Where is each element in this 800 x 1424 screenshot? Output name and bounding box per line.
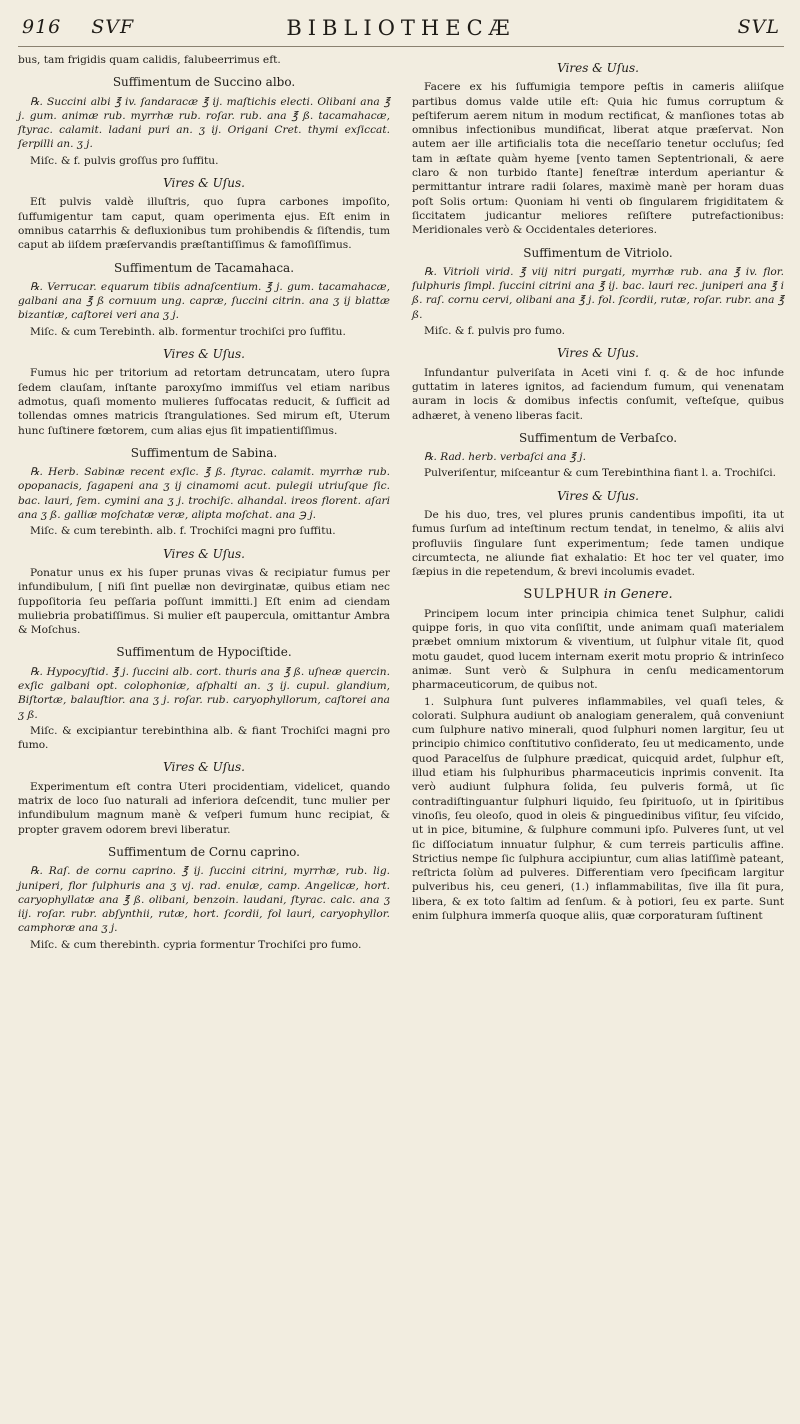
- left-column: [18, 53, 390, 954]
- text-paragraph: De his duo, tres, vel plures prunis candentibus impoſiti, ita ut fumus ſurſum ad inteſtinum rectum tendat, in tenelmo, & aliis alvi profluviis ſingulare ſunt experimentum; ſede tamen undique circumtecta, ne aliunde fiat exhalatio: Et hoc ter vel quater, imo ſæpius in die repetendum, & brevi incolumis evadet.: [412, 509, 784, 579]
- recipe-paragraph: ℞. Raſ. de cornu caprino. ℥ ij. ſuccini citrini, myrrhæ, rub. lig. juniperi, flor ſulphuris ana ʒ vj. rad. enulæ, camp. Angelicæ, hort. caryophyllatæ ana ℥ ß. olibani, benzoin. laudani, ſtyrac. calc. ana ʒ iij. roſar. rubr. abſynthii, rutæ, hort. ſcordii, fol lauri, caryophyllor. camphoræ ana ʒ j.: [18, 865, 390, 935]
- section-heading: [412, 588, 784, 602]
- text-paragraph: bus, tam frigidis quam calidis, falubeerrimus eft.: [18, 54, 281, 66]
- text-paragraph: Ponatur unus ex his ſuper prunas vivas & recipiatur fumus per infundibulum, [ niſi ſint puellæ non devirginatæ, quibus etiam nec ſuppoſitoria ſeu peſſaria poſſunt immitti.] Eſt enim ad ciendam muliebria probatiſſimus. Si mulier eſt paupercula, omittantur Ambra & Moſchus.: [18, 566, 390, 637]
- heading-text: SULPHUR: [523, 586, 600, 602]
- text-columns: [18, 53, 784, 954]
- heading-text: Suffimentum de Verbaſco.: [518, 430, 678, 445]
- section-subheading: [412, 61, 784, 75]
- running-head: [18, 12, 784, 47]
- text-paragraph: Miſc. & f. pulvis groſſus pro ſuffitu.: [30, 154, 219, 167]
- heading-text: Vires & Uſus.: [163, 546, 245, 561]
- section-heading: [18, 75, 390, 89]
- page-number: 916: [22, 16, 62, 38]
- heading-text: Suffimentum de Vitriolo.: [523, 245, 673, 260]
- heading-text: Suffimentum de Succino albo.: [112, 75, 296, 90]
- section-heading: [18, 645, 390, 659]
- recipe-paragraph: ℞. Hypocyſtid. ℥ j. ſuccini alb. cort. thuris ana ℥ ß. uſneæ quercin. exſic galbani opt. colophoniæ, aſphalti an. ʒ ij. cupul. glandium, Biſtortæ, balauſtior. ana ʒ j. roſar. rub. caryophyllorum, caſtorei ana ʒ ß.: [18, 665, 390, 721]
- recipe-paragraph: ℞. Rad. herb. verbaſci ana ℥ j.: [424, 451, 586, 464]
- text-paragraph: Pulveriſentur, miſceantur & cum Terebinthina fiant l. a. Trochiſci.: [424, 467, 777, 480]
- text-paragraph: Miſc. & cum terebinth. alb. f. Trochiſci magni pro ſuffitu.: [30, 525, 336, 538]
- heading-text: Vires & Uſus.: [163, 760, 245, 775]
- heading-text: Vires & Uſus.: [163, 176, 245, 191]
- right-signature: SVL: [737, 16, 780, 38]
- section-subheading: [18, 547, 390, 561]
- heading-text: Suffimentum de Sabina.: [130, 445, 278, 460]
- heading-text: Suffimentum de Hypociſtide.: [116, 645, 292, 660]
- section-heading: [18, 446, 390, 460]
- heading-text: Vires & Uſus.: [557, 346, 639, 361]
- heading-text: Vires & Uſus.: [557, 61, 639, 75]
- section-subheading: [412, 346, 784, 360]
- text-paragraph: Principem locum inter principia chimica tenet Sulphur, calidi quippe foris, in quo vita conſiſtit, unde animam quaſi materialem præbet omnium mixtorum & viventium, ut ſulphur vitale ſit, quod motu gaudet, quod lucem internam exerit motu proprio & intrinſeco animæ. Sunt verò & Sulphura in cenſu medicamentorum pharmaceuticorum, de quibus not.: [412, 607, 784, 692]
- recipe-paragraph: ℞. Vitrioli virid. ℥ viij nitri purgati, myrrhæ rub. ana ℥ iv. flor. ſulphuris ſimpl. ſuccini citrini ana ℥ ij. bac. lauri rec. juniperi ana ℥ i ß. raſ. cornu cervi, olibani ana ℥ j. fol. ſcordii, rutæ, roſar. rubr. ana ℥ ß.: [412, 265, 784, 321]
- text-paragraph: Miſc. & cum therebinth. cypria formentur Trochiſci pro fumo.: [30, 938, 362, 951]
- section-subheading: [18, 176, 390, 190]
- heading-text: Suffimentum de Cornu caprino.: [108, 844, 300, 859]
- section-subheading: [412, 489, 784, 503]
- text-paragraph: Infundantur pulveriſata in Aceti vini f. q. & de hoc infunde guttatim in lateres ignitos, ad faciendum fumum, qui venenatam auram in locis & domibus infectis conſumit, veſteſque, quibus adhæret, à veneno liberas facit.: [412, 366, 784, 422]
- heading-text: Suffimentum de Tacamahaca.: [113, 260, 295, 275]
- section-heading: [18, 261, 390, 275]
- text-paragraph: Miſc. & excipiantur terebinthina alb. & fiant Trochiſci magni pro fumo.: [18, 724, 390, 752]
- section-subheading: [18, 347, 390, 361]
- recipe-paragraph: ℞. Herb. Sabinæ recent exſic. ℥ ß. ſtyrac. calamit. myrrhæ rub. opopanacis, ſagapeni ana ʒ ij cinamomi acut. pulegii utriuſque ſic. bac. lauri, ſem. cymini ana ʒ j. trochiſc. alhandal. ireos florent. aſari ana ʒ ß. galliæ moſchatæ veræ, alipta moſchat. ana ℈ j.: [18, 466, 390, 522]
- text-paragraph: Fumus hic per tritorium ad retortam detruncatam, utero ſupra ſedem clauſam, inſtante paroxyſmo immiſſus vel etiam naribus admotus, quaſi momento mulieres ſuffocatas reducit, & ſufficit ad tollendas omnes matricis ſtrangulationes. Sed mirum eſt, Uterum hunc ſuſtinere fœtorem, cum alias ejus ſit impatientiſſimus.: [18, 367, 390, 437]
- section-heading: [412, 246, 784, 260]
- text-paragraph: Eſt pulvis valdè illuſtris, quo ſupra carbones impoſito, ſuffumigentur tam caput, quam operimenta ejus. Eſt enim in omnibus catarrhis & defluxionibus tum prohibendis & ſiſtendis, tum caput ab iiſdem præſervandis præſtantiſſimus & famoſiſſimus.: [18, 196, 390, 252]
- section-subheading: [18, 760, 390, 774]
- section-heading: [412, 431, 784, 445]
- right-column: [412, 53, 784, 954]
- recipe-paragraph: ℞. Verrucar. equarum tibiis adnaſcentium. ℥ j. gum. tacamahacæ, galbani ana ℥ ß cornuum ung. capræ, ſuccini citrin. ana ʒ ij blattæ bizantiæ, caſtorei veri ana ʒ j.: [18, 280, 390, 322]
- heading-text: Vires & Uſus.: [557, 488, 639, 503]
- text-paragraph: Miſc. & f. pulvis pro fumo.: [424, 325, 566, 338]
- recipe-paragraph: ℞. Succini albi ℥ iv. ſandaracæ ℥ ij. maſtichis electi. Olibani ana ℥ j. gum. animæ rub. myrrhæ rub. roſar. rub. ana ℥ ß. tacamahacæ, ſtyrac. calamit. ladani puri an. ʒ ij. Origani Cret. thymi exſiccat. ſerpilli an. ʒ j.: [18, 95, 390, 151]
- left-signature: SVF: [91, 16, 135, 38]
- running-head-title: BIBLIOTHECÆ: [286, 16, 516, 40]
- text-paragraph: Experimentum eſt contra Uteri procidentiam, videlicet, quando matrix de loco ſuo naturali ad inferiora deſcendit, tunc mulier per infundibulum magnum manè & veſperi fumum hunc recipiat, & propter gravem odorem brevi liberatur.: [18, 780, 390, 836]
- text-paragraph: Facere ex his ſuffumigia tempore peſtis in cameris aliiſque partibus domus valde utile eſt: Quia hic fumus corruptum & peſtiferum aerem nitum in modum rectificat, & manſiones totas ab omnibus infectionibus mundificat, liberat atque præſervat. Non autem aer ille artificialis tota die neceſſario tenetur occluſus; ſed tam in æſtate quàm hyeme [vento tamen Septentrionali, & aere claro & non turbido ſtante] feneſtræ interdum aperiantur & permittantur intrare radii ſolares, maximè manè per horam duas poſt Solis ortum: Quoniam hi venti ob ſingularem frigiditatem & ſiccitatem judicantur meliores reſiſtere putrefactionibus: Meridionales verò & Occidentales deteriores.: [412, 81, 784, 237]
- text-paragraph: 1. Sulphura ſunt pulveres inflammabiles, vel quaſi teles, & colorati. Sulphura audiunt ob analogiam generalem, quâ conveniunt cum ſulphure nativo minerali, quod ſulphuri nomen largitur, ſeu ut principio chimico conſtitutivo conſiderato, ſeu ut medicamento, unde quod Paracelſus de ſulphure prædicat, quicquid ardet, ſulphur eſt, illud etiam his ſulphuribus pharmaceuticis inprimis convenit. Ita verò audiunt ſulphura ſolida, ſeu pulveris formâ, ut ſic contradiſtinguantur ſulphuri liquido, ſeu ſpirituoſo, ut in ſpiritibus vinoſis, ſeu oleoſo, quod in oleis & pinguedinibus viſitur, ſeu viſcido, ut in pice, bitumine, & ſulphure communi ipſo. Pulveres ſunt, ut vel ſic diſſociatum innuatur ſulphur, & cum terreis particulis affine. Strictius nempe ſic ſulphura accipiuntur, cum alias latiſſimè pateant, reſtricta ſolùm ad pulveres. Differentiam vero ſpecificam largitur pulveribus his, ceu generi, (1.) inflammabilitas, ſive illa ſit pura, libera, & ex toto ſaltim ad ſenſum. & à potiori, ſeu ex parte. Sunt enim ſulphura immerſa quoque aliis, quæ corporaturam ſuſtinent: [412, 695, 784, 923]
- heading-suffix: in Genere.: [599, 586, 673, 602]
- heading-text: Vires & Uſus.: [163, 347, 245, 362]
- text-paragraph: Miſc. & cum Terebinth. alb. formentur trochiſci pro ſuffitu.: [30, 325, 346, 338]
- section-heading: [18, 845, 390, 859]
